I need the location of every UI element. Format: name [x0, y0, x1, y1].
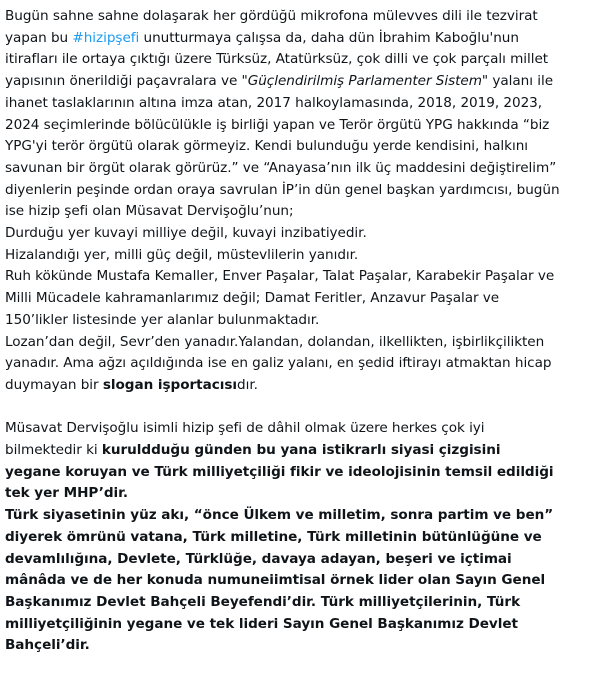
paragraph-lozan — [5, 332, 560, 397]
paragraph-ruh-kokunde: Ruh kökünde Mustafa Kemaller, Enver Paşalar, Talat Paşalar, Karabekir Paşalar ve Milli Mücadele kahramanlarımız değil; Damat Feritler, Anzavur Paşalar ve 150’likler listesinde yer alanlar bulunmaktadır. — [5, 268, 555, 328]
paragraph-hizalandigi: Hizalandığı yer, milli güç değil, müstevlilerin yanıdır. — [5, 246, 359, 263]
hashtag-link[interactable]: #hizipşefi — [72, 29, 140, 46]
musavat-bold-text: kuruldduğu günden bu yana istikrarlı siyasi çizgisini yegane koruyan ve Türk milliyetçiliği fikir ve ideolojisinin temsil edildiği tek yer MHP’dir. — [5, 442, 554, 502]
paragraph-turk-siyasetinin: Türk siyasetinin yüz akı, “önce Ülkem ve milletim, sonra partim ve ben” diyerek ömrünü vatana, Türk milletine, Türk milletinin bütünlüğüne ve devamlılığına, Devlete, Türklüğe, davaya adayan, beşeri ve içtimai mânâda ve de her konuda numuneiimtisal örnek lider olan Sayın Genel Başkanımız Devlet Bahçeli Beyefendi’dir. Türk milliyetçilerinin, Türk milliyetçiliğinin yegane ve tek lideri Sayın Genel Başkanımız Devlet Bahçeli’dir. — [5, 507, 554, 654]
paragraph-musavat — [5, 418, 560, 505]
intro-text-b: unutturmaya çalışsa da, daha dün İbrahim Kaboğlu'nun itirafları ile ortaya çıktığı üzere Türksüz, Atatürksüz, çok dilli ve çok parçalı millet yapısının önerildiği paçavralara ve " — [5, 29, 549, 90]
intro-text-c: " yalanı ile ihanet taslaklarının altına imza atan, 2017 halkoylamasında, 2018, 2019, 2023, 2024 seçimlerinde bölücülükle iş birliği yapan ve Terör örgütü YPG hakkında “biz YPG'yi terör örgütü olarak görmeyiz. Kendi bulunduğu yerde kendisini, halkını savunan bir örgüt olarak görürüz.” ve “Anayasa’nın ilk üç maddesini değiştirelim” diyenlerin peşinde ordan oraya savrulan İP’in dün genel başkan yardımcısı, bugün ise hizip şefi olan Müsavat Dervişoğlu’nun; — [5, 73, 560, 220]
paragraph-durdugu: Durduğu yer kuvayi milliye değil, kuvayi inzibatiyedir. — [5, 225, 367, 242]
slogan-isportacisi: slogan işportacısı — [102, 376, 238, 393]
intro-line-1: Bugün sahne sahne dolaşarak her gördüğü mikrofona mülevves dili ile — [5, 8, 482, 24]
paragraph-intro — [5, 6, 560, 223]
lozan-text-a: Lozan’dan değil, Sevr’den yanadır.Yalandan, dolandan, ilkellikten, işbirlikçilikten yanadır. Ama ağzı açıldığında ise en galiz yalanı, en şedid iftirayı atmaktan hicap duymayan bir — [5, 333, 552, 393]
musavat-text: Müsavat Dervişoğlu isimli hizip şefi de dâhil olmak üzere herkes çok iyi bilmektedir ki — [5, 420, 485, 459]
paragraph-spacer — [5, 397, 560, 419]
intro-text-a: tezvirat yapan bu — [5, 8, 538, 46]
italic-phrase: Güçlendirilmiş Parlamenter Sistem — [247, 73, 482, 90]
lozan-text-b: dır. — [237, 376, 258, 393]
